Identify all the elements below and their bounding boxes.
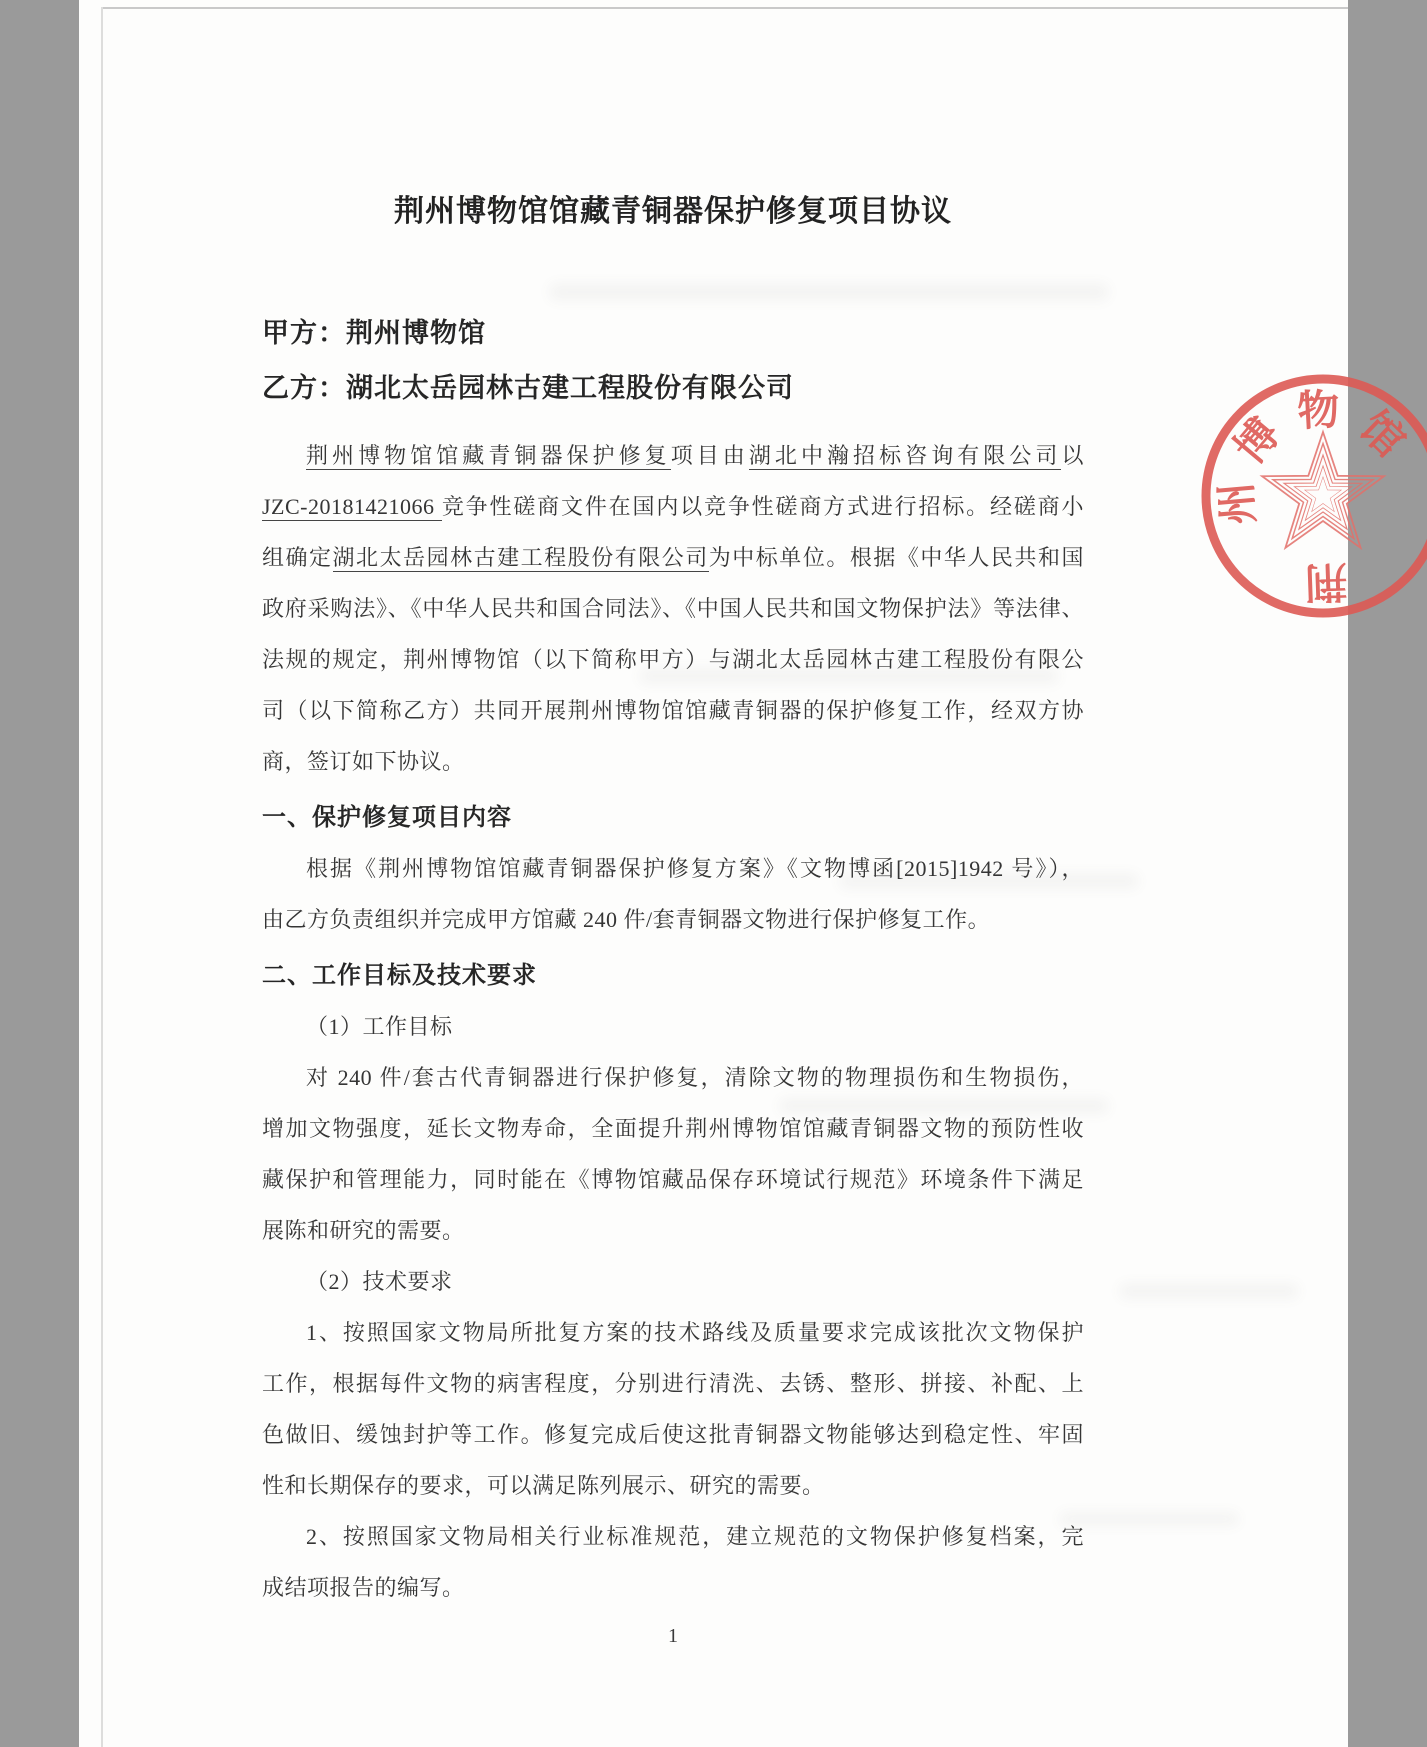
body-line xyxy=(262,430,1084,481)
seal-character: 州 xyxy=(1212,480,1263,527)
text-run: 增加文物强度，延长文物寿命，全面提升荆州博物馆馆藏青铜器文物的预防性收 xyxy=(262,1116,1084,1141)
section-heading: 二、工作目标及技术要求 xyxy=(262,962,537,989)
body-line xyxy=(262,1256,1084,1307)
underlined-text: 湖北太岳园林古建工程股份有限公司 xyxy=(332,545,709,570)
body-line xyxy=(262,1409,1084,1460)
document-title: 荆州博物馆馆藏青铜器保护修复项目协议 xyxy=(394,195,952,228)
text-run: 展陈和研究的需要。 xyxy=(262,1218,465,1243)
document-body xyxy=(262,430,1084,1613)
body-line xyxy=(262,1358,1084,1409)
party-a-line: 甲方：荆州博物馆 xyxy=(262,318,486,348)
text-run: 以 xyxy=(1061,443,1084,468)
text-run: 由乙方负责组织并完成甲方馆藏 240 件/套青铜器文物进行保护修复工作。 xyxy=(262,907,991,932)
body-line xyxy=(262,1562,1084,1613)
party-b-line: 乙方：湖北太岳园林古建工程股份有限公司 xyxy=(262,373,794,403)
seal-ring xyxy=(1206,379,1427,613)
text-run: 性和长期保存的要求，可以满足陈列展示、研究的需要。 xyxy=(262,1473,825,1498)
seal-star xyxy=(1262,432,1384,548)
body-line xyxy=(262,1001,1084,1052)
body-line xyxy=(262,1052,1084,1103)
bleedthrough-artifact xyxy=(1059,1512,1239,1526)
underlined-text: 湖北中瀚招标咨询有限公司 xyxy=(748,443,1062,468)
text-run: 组确定 xyxy=(262,545,333,570)
seal-character: 物 xyxy=(1296,385,1341,435)
body-line xyxy=(262,736,1084,787)
seal-character: 馆 xyxy=(1351,402,1415,466)
text-run: 色做旧、缓蚀封护等工作。修复完成后使这批青铜器文物能够达到稳定性、牢固 xyxy=(262,1422,1084,1447)
seal-character: 荆 xyxy=(1304,557,1348,607)
body-line xyxy=(262,532,1084,583)
body-line xyxy=(262,1154,1084,1205)
text-run: 藏保护和管理能力，同时能在《博物馆藏品保存环境试行规范》环境条件下满足 xyxy=(262,1167,1084,1192)
official-seal xyxy=(1193,366,1427,626)
text-run: 商，签订如下协议。 xyxy=(262,749,465,774)
text-run: 1、按照国家文物局所批复方案的技术路线及质量要求完成该批次文物保护 xyxy=(306,1320,1084,1345)
text-run: 2、按照国家文物局相关行业标准规范，建立规范的文物保护修复档案，完 xyxy=(306,1524,1084,1549)
text-run: （1）工作目标 xyxy=(306,1014,453,1039)
body-line xyxy=(262,1103,1084,1154)
text-run: 根据《荆州博物馆馆藏青铜器保护修复方案》《文物博函[2015]1942 号》）， xyxy=(306,856,1084,881)
text-run: 工作，根据每件文物的病害程度，分别进行清洗、去锈、整形、拼接、补配、上 xyxy=(262,1371,1084,1396)
document-content xyxy=(262,0,1084,1648)
body-line xyxy=(262,634,1084,685)
text-run: 对 240 件/套古代青铜器进行保护修复，清除文物的物理损伤和生物损伤， xyxy=(306,1065,1084,1090)
seal-graphic xyxy=(1193,366,1427,626)
section-heading: 一、保护修复项目内容 xyxy=(262,804,512,831)
bleedthrough-artifact xyxy=(1119,1283,1299,1299)
text-run: 为中标单位。根据《中华人民共和国 xyxy=(708,545,1084,570)
text-run: 法规的规定，荆州博物馆（以下简称甲方）与湖北太岳园林古建工程股份有限公 xyxy=(262,647,1084,672)
text-run: 项目由 xyxy=(670,443,749,468)
text-run: 竞争性磋商文件在国内以竞争性磋商方式进行招标。经磋商小 xyxy=(441,494,1084,519)
text-run: （2）技术要求 xyxy=(306,1269,453,1294)
body-line xyxy=(262,1511,1084,1562)
body-line xyxy=(262,894,1084,945)
seal-character: 博 xyxy=(1225,409,1289,472)
body-line xyxy=(262,685,1084,736)
body-line xyxy=(262,843,1084,894)
underlined-text: 荆州博物馆馆藏青铜器保护修复 xyxy=(306,443,671,468)
scan-edge-left xyxy=(101,7,103,1747)
body-line xyxy=(262,1307,1084,1358)
body-line xyxy=(262,583,1084,634)
page-number: 1 xyxy=(668,1625,678,1647)
text-run: 司（以下简称乙方）共同开展荆州博物馆馆藏青铜器的保护修复工作，经双方协 xyxy=(262,698,1084,723)
underlined-text: JZC-20181421066 xyxy=(262,494,442,519)
parties-block xyxy=(262,306,1084,416)
text-run: 成结项报告的编写。 xyxy=(262,1575,465,1600)
body-line xyxy=(262,1205,1084,1256)
body-line xyxy=(262,1460,1084,1511)
scanned-document-page xyxy=(79,0,1415,1747)
text-run: 政府采购法》、《中华人民共和国合同法》、《中国人民共和国文物保护法》等法律、 xyxy=(262,596,1084,621)
body-line xyxy=(262,481,1084,532)
seal-characters xyxy=(1212,386,1414,607)
